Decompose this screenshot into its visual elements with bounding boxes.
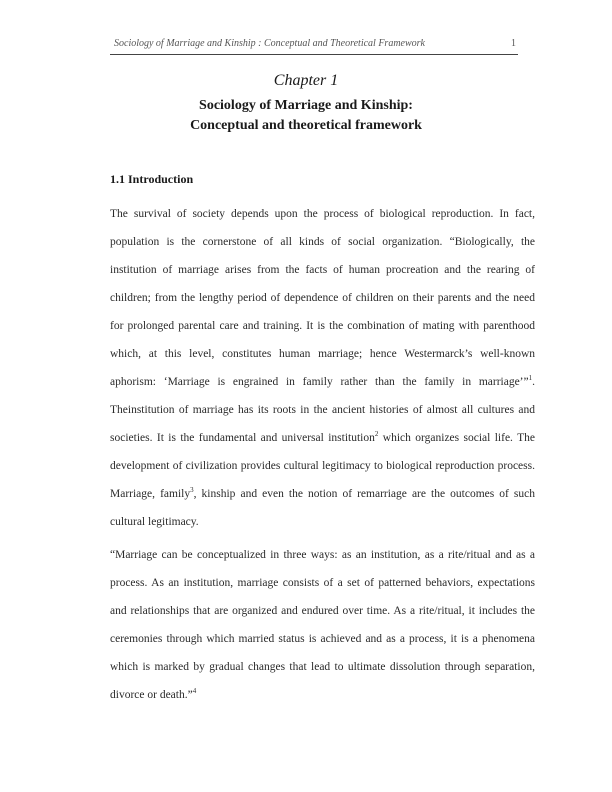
footnote-ref-2[interactable]: 2: [374, 430, 379, 439]
footnote-ref-1[interactable]: 1: [528, 374, 533, 383]
footnote-ref-3[interactable]: 3: [190, 486, 194, 495]
chapter-title: [0, 96, 612, 136]
page-number: 1: [511, 38, 516, 49]
running-title: Sociology of Marriage and Kinship : Conceptual and Theoretical Framework: [114, 38, 425, 49]
chapter-title-line-1: Sociology of Marriage and Kinship:: [199, 98, 413, 113]
paragraph-1-text-a: The survival of society depends upon the process of biological reproduction. In fact, population is the cornerstone of all kinds of social organization. “Biologically, the institution of marriage arises from the facts of human procreation and the rearing of children; from the lengthy period of dependence of children on their parents and the need for prolonged parental care and training. It is the combination of mating with parenthood which, at this level, constitutes human marriage; hence Westermarck’s well-known aphorism: ‘Marriage is engrained in family rather than the family in marriage’”: [110, 208, 535, 388]
section-heading: 1.1 Introduction: [110, 172, 194, 186]
running-header: [110, 38, 518, 55]
footnote-ref-4[interactable]: 4: [192, 687, 197, 696]
chapter-label: Chapter 1: [273, 72, 339, 89]
paragraph-2-text: “Marriage can be conceptualized in three ways: as an institution, as a rite/ritual and as a process. As an institution, marriage consists of a set of patterned behaviors, expectations and relationships that are organized and endured over time. As a rite/ritual, it includes the ceremonies through which married status is achieved and as a process, it is a phenomena which is marked by gradual changes that lead to ultimate dissolution through separation, divorce or death.”: [110, 549, 535, 701]
chapter-title-line-2: Conceptual and theoretical framework: [190, 118, 422, 133]
paragraph-1-text-d: , kinship and even the notion of remarriage are the outcomes of such cultural legitimacy.: [110, 488, 535, 528]
body-paragraph-2: [110, 541, 535, 709]
paragraph-1-text-c: which organizes social life. The development of civilization provides cultural legitimacy to biological reproduction process. Marriage, family: [110, 432, 536, 500]
paragraph-1-text-b: . Theinstitution of marriage has its roots in the ancient histories of almost all cultures and societies. It is the fundamental and universal institution: [110, 376, 535, 444]
body-paragraph-1: [110, 200, 535, 536]
